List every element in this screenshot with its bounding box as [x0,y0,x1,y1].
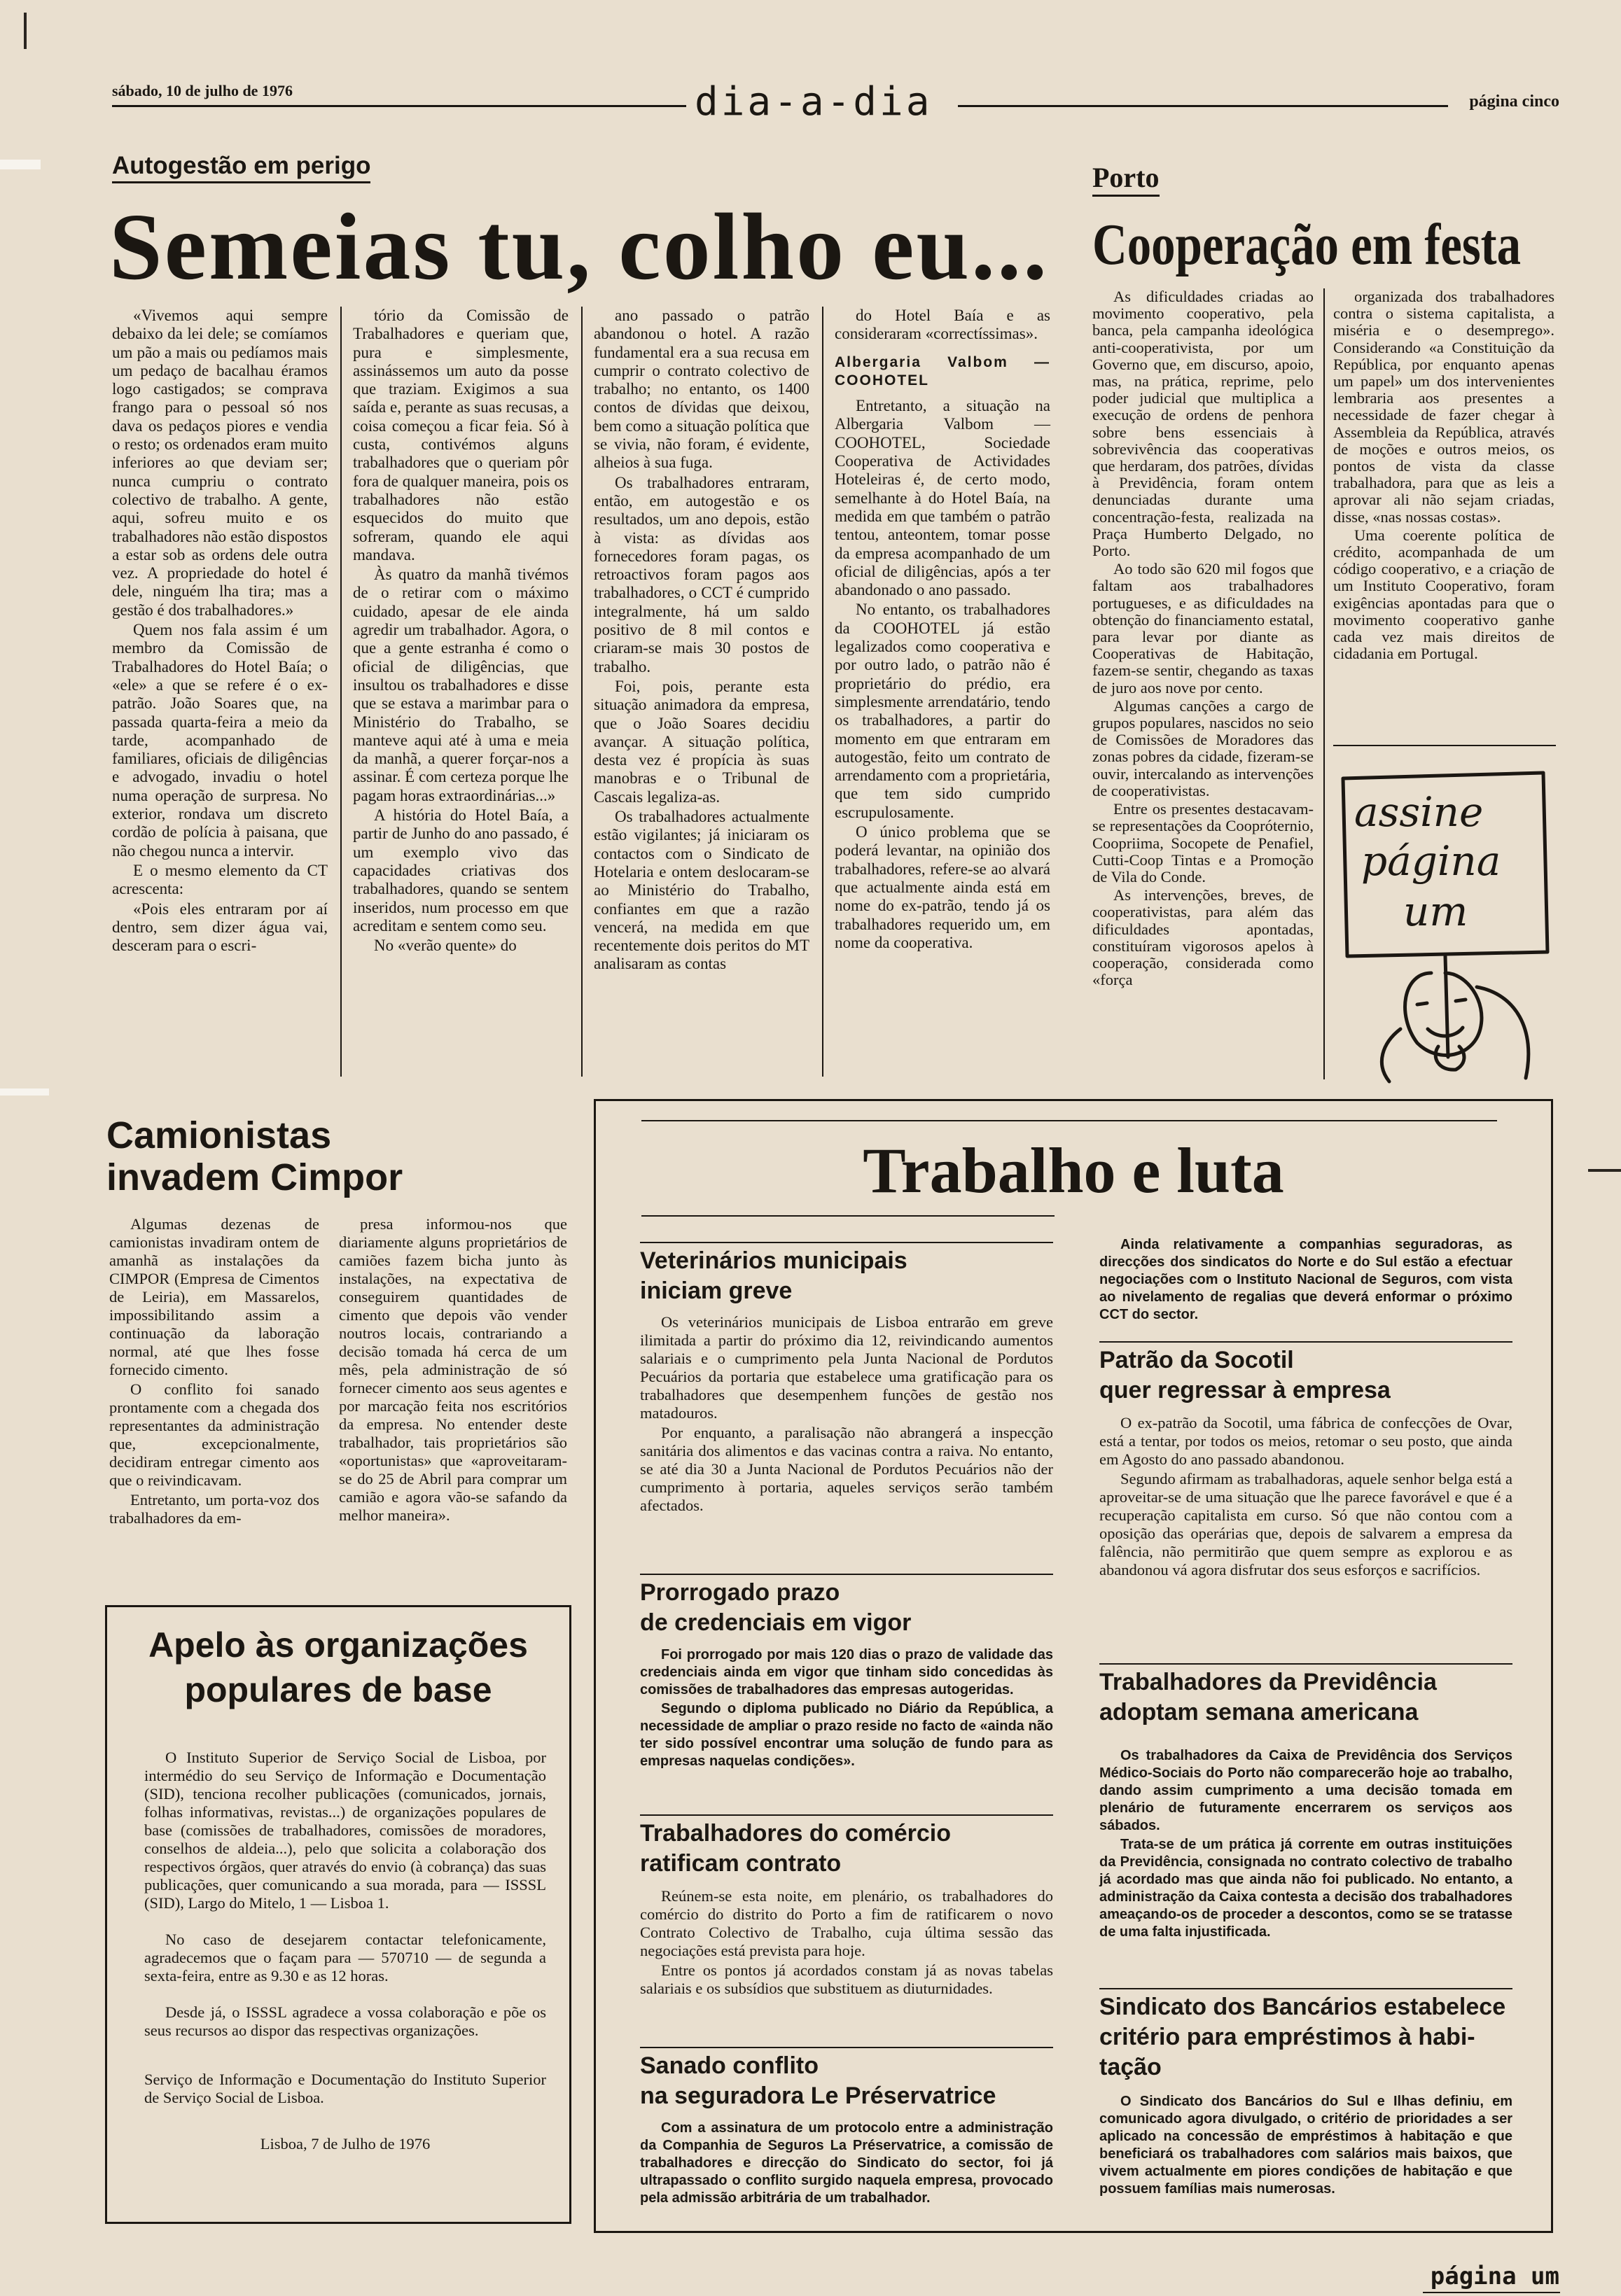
paragraph: Algumas dezenas de camionistas invadiram ontem de amanhã as instalações da CIMPOR (Empresa de Cimentos de Leiria), em Massarelos, impossibilitando assim a continuação da laboração normal, até que lhes fosse fornecido cimento. [109,1215,319,1378]
headline-line: Sanado conflito [640,2052,819,2079]
lead-column-4 [835,307,1050,953]
porto-column-1 [1092,288,1314,990]
paragraph: «Pois eles entraram por aí dentro, sem dizer água vai, desceram para o escri- [112,899,328,955]
headline-line: na seguradora Le Préservatrice [640,2082,996,2109]
section-rule [640,2047,1053,2048]
trabalho-title: Trabalho e luta [863,1135,1284,1206]
paragraph: No caso de desejarem contactar telefonicamente, agradecemos que o façam para — 570710 — de segunda a sexta-feira, entre as 9.30 e as 12 horas. [144,1931,546,1984]
section-rule [1099,1341,1512,1343]
lead-kicker: Autogestão em perigo [112,153,370,183]
paragraph: Às quatro da manhã tivémos de o retirar com o máximo cuidado, apesar de ele ainda agredir um trabalhador. Agora, o que a gente estranha é como o oficial de diligências, que insultou os trabalhadores e disse que se estava a marimbar para o Ministério do Trabalho, se manteve aqui até à uma e meia da manhã, a querer forçar-nos a assinar. É com certeza porque lhe pagam horas extraordinárias...» [353,566,569,804]
headline-line: tação [1099,2054,1162,2080]
paragraph: Entretanto, a situação na Albergaria Valbom — COOHOTEL, Sociedade Cooperativa de Actividades Hoteleiras é, de certo modo, semelhante à do Hotel Baía, na medida em que também o patrão tentou, anteontem, tomar posse da empresa acompanhado de um oficial de diligências, após a ter abandonado o ano passado. [835,397,1050,599]
prorrogado-body [640,1646,1053,1772]
headline-line: de credenciais em vigor [640,1609,912,1636]
paragraph: Os veterinários municipais de Lisboa entrarão em greve ilimitada a partir do próximo dia 12, reivindicando aumentos salariais e o cumprimento pela Junta Nacional de Pordutos Pecuários da portaria que estabelece uma gratificação para os trabalhadores que desempenhem funções de gestão nos matadouros. [640,1313,1053,1422]
paragraph: «Vivemos aqui sempre debaixo da lei dele; se comíamos um pão a mais ou pedíamos mais um pedaço de bacalhau éramos logo castigados; se comprava frango para o pessoal só nos dava os pedaços piores e vendia o resto; os ordenados eram muito inferiores ao que deviam ser; nunca cumpriu o contrato colectivo de trabalho. A gente, aqui, sofreu muito e os trabalhadores não estão dispostos a estar sob as ordens dele outra vez. A propriedade do hotel é dele, ninguém lha tira; mas a gestão é dos trabalhadores.» [112,307,328,619]
margin-mark [1588,1169,1621,1172]
bancarios-body [1099,2093,1512,2199]
headline-line: Trabalhadores da Previdência [1099,1669,1437,1695]
porto-column-2 [1333,288,1554,664]
paragraph: Foi, pois, perante esta situação animadora da empresa, que o João Soares decidiu avançar. A situação política, desta vez é propícia às suas manobras e o Tribunal de Cascais legaliza-as. [594,677,809,806]
title-rule [641,1215,1055,1217]
comercio-headline [640,1819,951,1879]
paper-tear [0,160,41,169]
section-rule [640,1814,1053,1816]
signature: Serviço de Informação e Documentação do Instituto Superior de Serviço Social de Lisboa. [144,2071,546,2106]
paragraph: Os trabalhadores actualmente estão vigilantes; já iniciaram os contactos com o Sindicato de Hotelaria e ontem deslocaram-se ao Ministério do Trabalho, confiantes em que a razão vencerá, na medida em que recentemente dois peritos do MT analisaram as contas [594,808,809,973]
sanado-body [640,2120,1053,2208]
section-rule [1099,1988,1512,1989]
paragraph: E o mesmo elemento da CT acrescenta: [112,861,328,898]
column-rule [340,307,342,1077]
title-line: populares de base [184,1670,492,1709]
paragraph: O Instituto Superior de Serviço Social de Lisboa, por intermédio do seu Serviço de Informação e Documentação (SID), tenciona recolher publicações (comunicados, jornais, folhas informativas, revistas...) de organizações populares de base (comissões de trabalhadores, comissões de moradores, conselhos de aldeia...), pelo que solicita a colaboração dos respectivos órgãos, quer através do envio (à cobrança) das suas publicações, quer comunicando a sua morada, para — ISSSL (SID), Largo do Mitelo, 1 — Lisboa 1. [144,1749,546,1912]
header-rule-left [112,105,686,107]
paragraph: O ex-patrão da Socotil, uma fábrica de confecções de Ovar, está a tentar, por todos os meios, retomar o seu posto, que ainda em Agosto do ano passado abandonou. [1099,1414,1512,1468]
paragraph: presa informou-nos que diariamente alguns proprietários de camiões fazem bicha junto às instalações, na expectativa de conseguirem quantidades de cimento que depois vão vender noutros locais, contrariando a decisão tomada há cerca de um mês, pela administração de só fornecer cimento aos seus agentes e por marcação feita nos escritórios da empresa. No entender deste trabalhador, tais proprietários são «oportunistas» que «aproveitaram-se do 25 de Abril para comprar um camião e agora vão-se safando da melhor maneira». [339,1215,567,1524]
headline-line: adoptam semana americana [1099,1699,1419,1726]
socotil-headline [1099,1345,1391,1406]
porto-headline: Cooperação em festa [1092,212,1522,277]
margin-mark [24,13,27,49]
sign-word: página [1361,837,1501,885]
lead-column-2 [353,307,569,956]
paragraph: tório da Comissão de Trabalhadores e queriam que, pura e simplesmente, assinássemos um auto da posse que traziam. Exigimos a sua saída e, perante as suas recusas, a coisa começou a ficar feia. Só à custa, contivémos alguns trabalhadores que o queriam pôr fora de qualquer maneira, pois os trabalhadores não estão esquecidos do muito que sofreram, quando ele aqui mandava. [353,307,569,564]
headline-line: Patrão da Socotil [1099,1347,1294,1373]
lead-column-3 [594,307,809,975]
paragraph: Os trabalhadores da Caixa de Previdência dos Serviços Médico-Sociais do Porto não comparecerão hoje ao trabalho, dando assim cumprimento a uma decisão tomada em plenário de futuramente encerrarem os serviços aos sábados. [1099,1748,1512,1833]
paragraph: O Sindicato dos Bancários do Sul e Ilhas definiu, em comunicado agora divulgado, o critério de prioridades a ser aplicado na concessão de empréstimos à habitação e que beneficiará os trabalhadores com salários mais baixos, que vivem actualmente em piores condições de habitação e que possuem famílias mais numerosas. [1099,2094,1512,2197]
comercio-body [640,1887,1053,1999]
paragraph: Segundo o diploma publicado no Diário da República, a necessidade de ampliar o prazo reside no facto de «ainda não ter sido possível encontrar uma solução de fundo para as empresas naquelas condições». [640,1701,1053,1769]
paragraph: O conflito foi sanado prontamente com a chegada dos representantes da administração que, excepcionalmente, decidiram entregar cimento aos que o reivindicavam. [109,1380,319,1489]
headline-line: Sindicato dos Bancários estabelece [1099,1994,1506,2020]
footer-rule [1423,2292,1560,2293]
section-rule [640,1242,1053,1243]
page-label: página cinco [1469,92,1559,111]
paragraph: O único problema que se poderá levantar, na opinião dos trabalhadores, refere-se ao alvará que actualmente ainda está em nome do ex-patrão, tendo já os trabalhadores requerido um, em nome da cooperativa. [835,823,1050,951]
lead-headline: Semeias tu, colho eu... [109,195,1050,300]
section-rule [1099,1663,1512,1665]
paragraph: ano passado o patrão abandonou o hotel. A razão fundamental era a sua recusa em cumprir o contrato colectivo de trabalho; no entanto, os 1400 contos de dívidas que deixou, bem como a situação política que se vivia, não foram, é evidente, alheios à sua fuga. [594,307,809,472]
apelo-date: Lisboa, 7 de Julho de 1976 [260,2135,431,2152]
masthead: dia-a-dia [695,79,933,125]
camionistas-column-2 [339,1215,567,1526]
paragraph: As intervenções, breves, de cooperativistas, para além das dificuldades apontadas, constituíram vigorosos apelos à cooperação, considerada como «força [1092,886,1314,989]
paragraph: Entretanto, um porta-voz dos trabalhadores da em- [109,1491,319,1527]
sign-word: assine [1354,788,1484,836]
headline-line: Trabalhadores do comércio [640,1820,952,1847]
footer-page-label: página um [1430,2262,1559,2290]
vet-body [640,1313,1053,1516]
socotil-body [1099,1414,1512,1581]
lead-column-1 [112,307,328,956]
vet-headline [640,1246,907,1306]
paragraph: Desde já, o ISSSL agradece a vossa colaboração e põe os seus recursos ao dispor das respectivas organizações. [144,2003,546,2039]
headline-line: Camionistas [106,1114,332,1156]
paragraph: Trata-se de um prática já corrente em outras instituições da Previdência, consignada no contrato colectivo de trabalho já acordado mas que ainda não foi publicado. No entanto, a administração da Caixa contesta a decisão dos trabalhadores ameaçando-os de proceder a descontos, como se se tratasse de uma falta injustificada. [1099,1837,1512,1940]
column-rule [581,307,583,1077]
bancarios-headline [1099,1992,1505,2082]
headline-line: iniciam greve [640,1278,793,1304]
paragraph: Foi prorrogado por mais 120 dias o prazo de validade das credenciais ainda em vigor que tinham sido concedidas às comissões de trabalhadores das empresas autogeridas. [640,1647,1053,1698]
paragraph: No entanto, os trabalhadores da COOHOTEL já estão legalizados como cooperativa e por outro lado, o patrão não é proprietário do prédio, era simplesmente arrendatário, tendo os trabalhadores, a partir do momento em que entraram em autogestão, feito um contrato de arrendamento com a proprietária, que tem sido cumprido escrupulosamente. [835,601,1050,821]
column-rule [822,307,823,1077]
headline-line: quer regressar à empresa [1099,1377,1391,1404]
paragraph: Ao todo são 620 mil fogos que faltam aos trabalhadores portugueses, e as dificuldades na obtenção do financiamento estatal, para levar por diante as Cooperativas de Habitação, fazem-se sentir, chegando as taxas de juro aos nove por cento. [1092,560,1314,696]
paragraph: Os trabalhadores entraram, então, em autogestão e os resultados, um ano depois, estão à vista: as dívidas aos fornecedores foram pagas, os retroactivos foram pagos aos trabalhadores, o CCT é cumprido integralmente, há um saldo positivo de 8 mil contos e criaram-se mais 30 postos de trabalho. [594,473,809,676]
subheading: Albergaria Valbom — COOHOTEL [835,354,1050,388]
sanado-headline [640,2051,996,2111]
paragraph: Entre os pontos já acordados constam já as novas tabelas salariais e os subsídios que substituem as diuturnidades. [640,1961,1053,1997]
paragraph: Reúnem-se esta noite, em plenário, os trabalhadores do comércio do distrito do Porto a fim de ratificarem o novo Contrato Colectivo de Trabalho, cuja última sessão das negociações está prevista para hoje. [640,1887,1053,1959]
column-rule [1323,288,1325,1079]
porto-kicker: Porto [1092,162,1160,197]
paragraph: Por enquanto, a paralisação não abrangerá a inspecção sanitária dos alimentos e das vacinas contra a raiva. No entanto, se até dia 30 a Junta Nacional de Pordutos Pecuários não der cumprimento à portaria, aqueles serviços serão também afectados. [640,1424,1053,1514]
paragraph: Quem nos fala assim é um membro da Comissão de Trabalhadores do Hotel Baía; o «ele» a que se refere é o ex-patrão. João Soares que, na passada quarta-feira a meio da tarde, acompanhado de familiares, oficiais de diligências e advogado, invadiu o hotel numa operação de surpresa. No exterior, rondava um discreto cordão de polícia à paisana, que não chegou nunca a intervir. [112,621,328,860]
paragraph: Uma coerente política de crédito, acompanhada de um código cooperativo, e a criação de um Instituto Cooperativo, foram exigências apontadas para que o movimento cooperativo ganhe cada vez mais direitos de cidadania em Portugal. [1333,526,1554,663]
headline-line: invadem Cimpor [106,1156,403,1198]
issue-date: sábado, 10 de julho de 1976 [112,82,293,99]
previdencia-headline [1099,1667,1437,1728]
assine-sign-illustration [1333,763,1557,1085]
title-line: Apelo às organizações [148,1625,528,1665]
paper-tear [0,1088,49,1096]
paragraph: Com a assinatura de um protocolo entre a administração da Companhia de Seguros La Préservatrice, a comissão de trabalhadores e direcção do Sindicato do sector, foi já ultrapassado o conflito surgido naquela empresa, provocado pela admissão arbitrária de um trabalhador. [640,2120,1053,2206]
paragraph: Entre os presentes destacavam-se representações da Coopróternio, Coopriima, Socopete de Penafiel, Cutti-Coop Tintas e a Promoção de Vila do Conde. [1092,800,1314,886]
apelo-body [144,1749,546,2171]
prorrogado-headline [640,1578,911,1638]
paragraph: A história do Hotel Baía, a partir de Junho do ano passado, é um exemplo vivo das capacidades criativas dos trabalhadores, quando se sentem inseridos, num processo em que acreditam e sentem como seu. [353,806,569,934]
apelo-title [105,1623,571,1712]
paragraph: organizada dos trabalhadores contra o sistema capitalista, a miséria e o desemprego». Considerando «a Constituição da República, por enquanto apenas um papel» um dos intervenientes lembraria aos presentes a necessidade de fazer chegar à Assembleia da República, através de moções e outros meios, os pontos de vista da classe trabalhadora, para que as leis a aprovar ali não sejam criadas, disse, «nas nossas costas». [1333,288,1554,526]
section-rule [640,1574,1053,1575]
section-rule [1333,745,1556,746]
paragraph: Algumas canções a cargo de grupos populares, nascidos no seio de Comissões de Moradores das zonas pobres da cidade, fizeram-se ouvir, intercalando as intervenções de cooperativistas. [1092,696,1314,799]
headline-line: critério para empréstimos à habi- [1099,2024,1475,2050]
title-rule [641,1120,1497,1121]
headline-line: Prorrogado prazo [640,1579,840,1606]
paragraph: Ainda relativamente a companhias seguradoras, as direcções dos sindicatos do Norte e do Sul estão a efectuar negociações com o Instituto Nacional de Seguros, com vista ao nivelamento de regalias que deverá enformar o próximo CCT do sector. [1099,1237,1512,1322]
paragraph: As dificuldades criadas ao movimento cooperativo, pela banca, pela campanha ideológica anti-cooperativista, por um Governo que, em discurso, apoio, mas, na prática, reprime, pelo poder judicial que multiplica a execução de ordens de penhora sobre bens essenciais à sobrevivência das cooperativas que herdaram, dos patrões, dívidas à Previdência, foram ontem denunciadas durante uma concentração-festa, realizada na Praça Humberto Delgado, no Porto. [1092,288,1314,560]
header-rule-right [958,105,1448,107]
headline-line: Veterinários municipais [640,1247,907,1274]
paragraph: do Hotel Baía e as consideraram «correctíssimas». [835,307,1050,343]
seguradoras-body [1099,1236,1512,1325]
previdencia-body [1099,1747,1512,1942]
sign-word: um [1403,888,1468,935]
paragraph: No «verão quente» do [374,937,517,955]
camionistas-headline [106,1114,403,1198]
headline-line: ratificam contrato [640,1850,842,1877]
camionistas-column-1 [109,1215,319,1529]
paragraph: Segundo afirmam as trabalhadoras, aquele senhor belga está a aproveitar-se de uma situação que lhe parece favorável e que é a recuperação capitalista em curso. Só que não contou com a oposição das operárias que, depois de salvarem a empresa da falência, não permitirão que quem sempre as explorou e as abandonou vá agora disfrutar dos seus esforços e sacrifícios. [1099,1470,1512,1578]
